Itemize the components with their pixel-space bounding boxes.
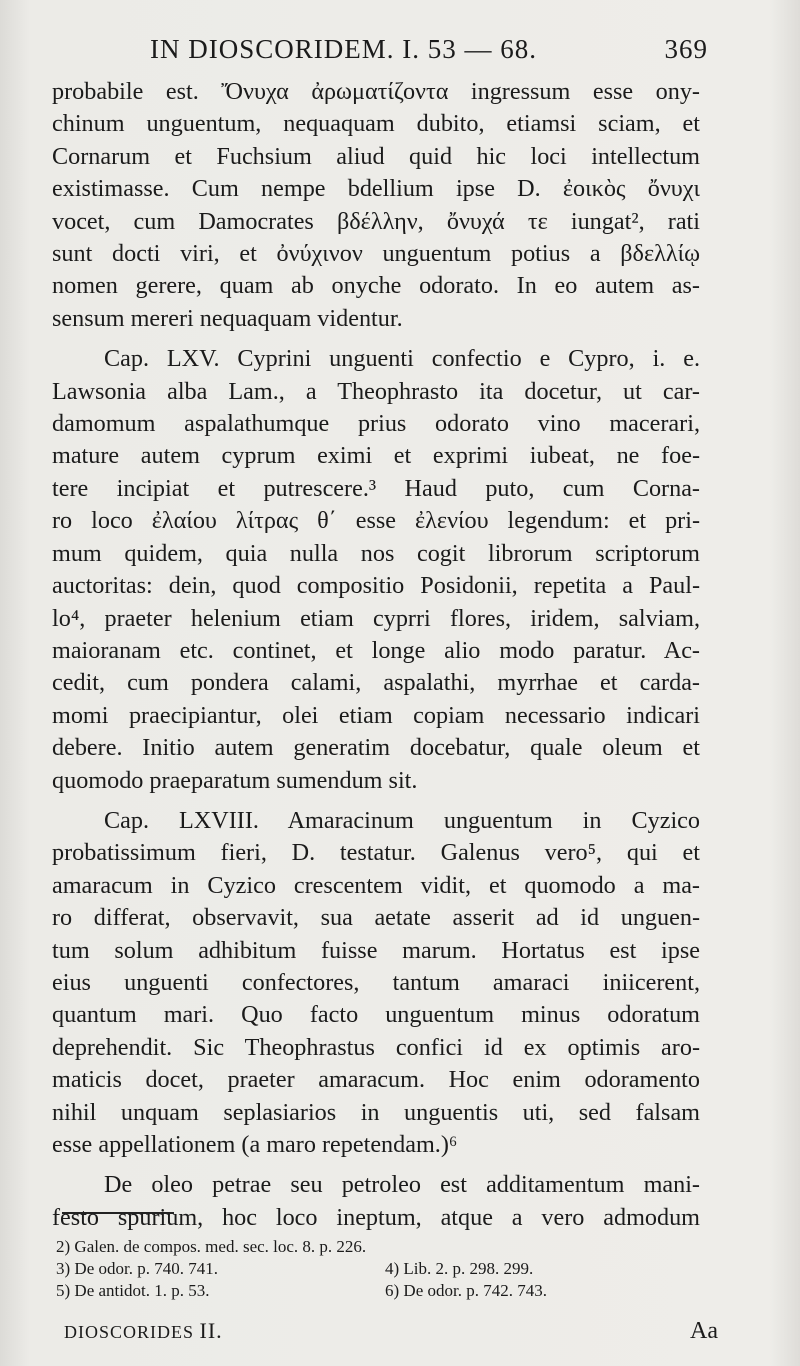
text-line: ro loco ἐλαίου λίτρας θ΄ esse ἐλενίου legendum: et pri- bbox=[52, 507, 700, 535]
text-line: chinum unguentum, nequaquam dubito, etiamsi sciam, et bbox=[52, 110, 700, 138]
text-line: quantum mari. Quo facto unguentum minus odoratum bbox=[52, 1001, 700, 1029]
text-line: Cap. LXVIII. Amaracinum unguentum in Cyzico bbox=[104, 806, 700, 834]
text-line: amaracum in Cyzico crescentem vidit, et quomodo a ma- bbox=[52, 871, 700, 899]
footnote-4: 4) Lib. 2. p. 298. 299. bbox=[385, 1259, 534, 1278]
footnotes bbox=[56, 1236, 706, 1302]
text-line: ro differat, observavit, sua aetate asserit ad id unguen- bbox=[52, 904, 700, 932]
text-line: eius unguenti confectores, tantum amaraci iniicerent, bbox=[52, 968, 700, 996]
text-line: esse appellationem (a maro repetendam.)⁶ bbox=[52, 1131, 458, 1158]
text-line: Cornarum et Fuchsium aliud quid hic loci intellectum bbox=[52, 142, 700, 170]
footnote-5: 5) De antidot. 1. p. 53. bbox=[56, 1281, 210, 1300]
page-number: 369 bbox=[664, 34, 708, 64]
text-line: Lawsonia alba Lam., a Theophrasto ita docetur, ut car- bbox=[52, 377, 700, 405]
text-line: maioranam etc. continet, et longe alio modo paratur. Ac- bbox=[52, 636, 700, 664]
text-line: sensum mereri nequaquam videntur. bbox=[52, 304, 403, 332]
text-line: quomodo praeparatum sumendum sit. bbox=[52, 766, 418, 794]
signature-mark: Aa bbox=[690, 1318, 718, 1344]
paragraph-cap-65 bbox=[52, 343, 700, 797]
text-line: existimasse. Cum nempe bdellium ipse D. ἐοικὸς ὄνυχι bbox=[52, 175, 700, 203]
text-line: auctoritas: dein, quod compositio Posidonii, repetita a Paul- bbox=[52, 572, 700, 600]
header-title: IN DIOSCORIDEM. I. 53 — 68. bbox=[150, 34, 537, 64]
text-line: Cap. LXV. Cyprini unguenti confectio e Cypro, i. e. bbox=[104, 345, 700, 373]
signature-volume: II. bbox=[199, 1318, 223, 1343]
text-line: tere incipiat et putrescere.³ Haud puto, cum Corna- bbox=[52, 474, 700, 502]
footnote-2: 2) Galen. de compos. med. sec. loc. 8. p. 226. bbox=[56, 1237, 367, 1256]
footnote-3: 3) De odor. p. 740. 741. bbox=[56, 1259, 218, 1278]
text-line: mum quidem, quia nulla nos cogit librorum scriptorum bbox=[52, 539, 700, 567]
text-line: cedit, cum pondera calami, aspalathi, myrrhae et carda- bbox=[52, 669, 700, 697]
text-line: probabile est. Ὄνυχα ἀρωματίζοντα ingressum esse ony- bbox=[52, 78, 700, 105]
text-line: De oleo petrae seu petroleo est additamentum mani- bbox=[104, 1171, 700, 1199]
footnote-6: 6) De odor. p. 742. 743. bbox=[385, 1281, 547, 1300]
text-line: probatissimum fieri, D. testatur. Galenus vero⁵, qui et bbox=[52, 839, 700, 867]
text-line: momi praecipiantur, olei etiam copiam necessario indicari bbox=[52, 701, 700, 729]
text-line: nomen gerere, quam ab onyche odorato. In eo autem as- bbox=[52, 272, 700, 300]
paragraph-cap-68 bbox=[52, 805, 700, 1161]
text-line: deprehendit. Sic Theophrastus confici id ex optimis aro- bbox=[52, 1033, 700, 1061]
text-line: tum solum adhibitum fuisse marum. Hortatus est ipse bbox=[52, 936, 700, 964]
paragraph-petroleum bbox=[52, 1169, 700, 1234]
text-line: debere. Initio autem generatim docebatur, quale oleum et bbox=[52, 734, 700, 762]
text-line: nihil unquam seplasiarios in unguentis uti, sed falsam bbox=[52, 1098, 700, 1126]
footnote-rule bbox=[62, 1212, 174, 1214]
text-line: vocet, cum Damocrates βδέλλην, ὄνυχά τε iungat², rati bbox=[52, 207, 700, 235]
text-line: damomum aspalathumque prius odorato vino macerari, bbox=[52, 410, 700, 438]
text-line: lo⁴, praeter helenium etiam cyprri flores, iridem, salviam, bbox=[52, 604, 700, 632]
main-text bbox=[52, 76, 700, 1242]
text-line: sunt docti viri, et ὀνύχινον unguentum potius a βδελλίῳ bbox=[52, 240, 700, 268]
text-line: maticis docet, praeter amaracum. Hoc enim odoramento bbox=[52, 1066, 700, 1094]
signature-line bbox=[64, 1318, 223, 1344]
paragraph-onychinum bbox=[52, 76, 700, 335]
signature-word: DIOSCORIDES bbox=[64, 1322, 195, 1342]
text-line: festo spurium, hoc loco ineptum, atque a vero admodum bbox=[52, 1203, 700, 1231]
text-line: mature autem cyprum eximi et exprimi iubeat, ne foe- bbox=[52, 442, 700, 470]
